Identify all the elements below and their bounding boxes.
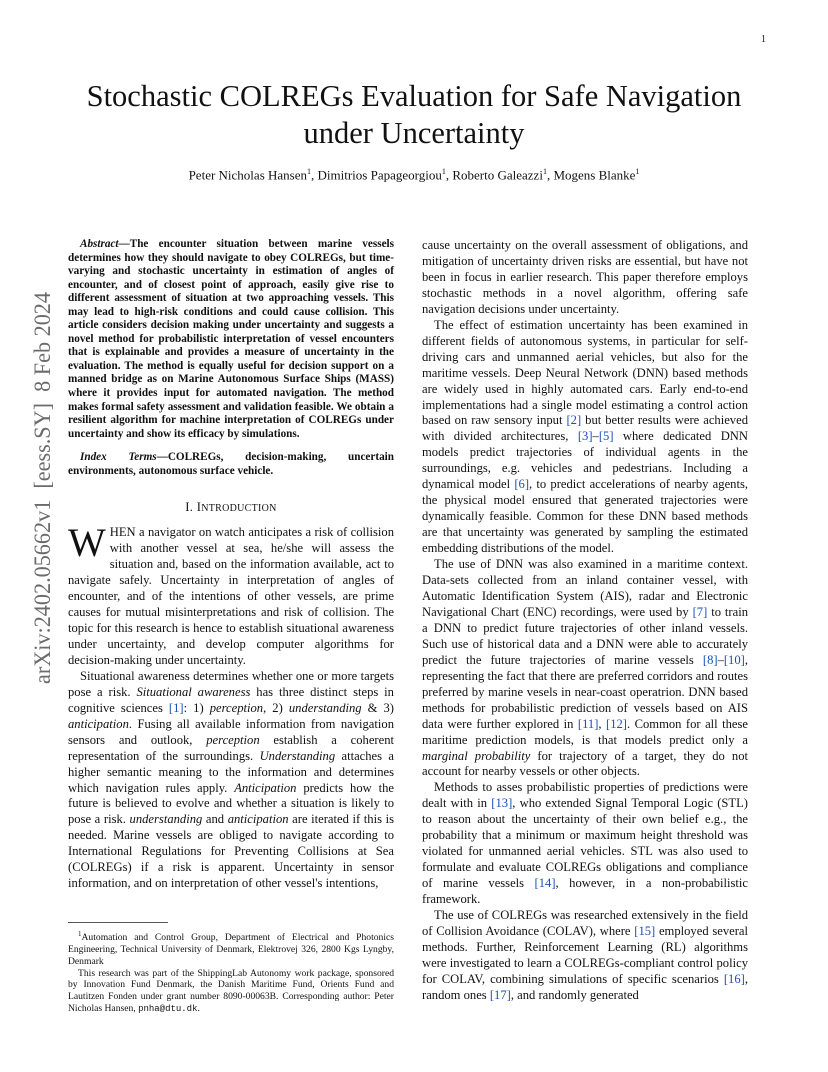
- author-name: Dimitrios Papageorgiou: [317, 167, 442, 183]
- text-run: attaches a higher semantic meaning to the information and determines which navigation rules apply.: [68, 748, 394, 795]
- citation-link[interactable]: [14]: [534, 876, 556, 891]
- emphasis: Situational awareness: [136, 684, 251, 699]
- citation-link[interactable]: [10]: [723, 652, 745, 667]
- paragraph: cause uncertainty on the overall assessment of obligations, and mitigation of uncertainty driven risks are essential, but have not been in focus in earlier research. This paper therefore employs stochastic methods in a novel algorithm, offering safe navigation decisions under uncertainty.: [422, 238, 748, 316]
- text-run: The use of DNN was also examined in a maritime context. Data-sets collected from an inland container vessel, with Automatic Identification System (AIS), radar and Electronic Navigational Chart (ENC) recordings, were used by: [422, 557, 748, 619]
- text-run: establish a coherent representation of the surroundings.: [68, 732, 394, 763]
- emphasis: anticipation: [68, 716, 129, 731]
- author-email-link[interactable]: pnha@dtu.dk: [138, 1003, 198, 1014]
- citation-link[interactable]: [5]: [598, 429, 614, 444]
- intro-text: a navigator on watch anticipates a risk of collision with another vessel at sea, he/she will assess the situation and, based on the information available, act to navigate safely. Uncertainty in interpretation of angles of encounter, and of the intentions of other vessels, are prime causes for mutual misinterpretations and risk of collision. The topic for this research is hence to establish situational awareness under uncertainty, and develop computer algorithms for decision-making under uncertainty.: [68, 525, 394, 667]
- intro-first-word: HEN: [109, 525, 136, 540]
- author-affiliation-mark: 1: [542, 167, 547, 176]
- text-run: for trajectory of a target, they do not account for nearby vessels or other objects.: [422, 748, 748, 779]
- text-run: .: [197, 1002, 200, 1014]
- citation-link[interactable]: [15]: [634, 923, 656, 938]
- text-run: . Common for all these maritime prediction models, is that models predict only a: [422, 716, 749, 747]
- text-run: The effect of estimation uncertainty has been examined in different fields of autonomous systems, in particular for self-driving cars and unmanned aerial vehicles, but also for the maritime vessels. Deep Neural Network (DNN) based methods are widely used in highly automated cars. Early end-to-end implementations had a single model estimating a control action based on raw sensory input: [422, 317, 748, 428]
- text-run: employed several methods. Further, Reinforcement Learning (RL) algorithms were investigated to learn a COLREGs-compliant control policy for COLAV, combining simulations of specific scenarios: [422, 923, 748, 986]
- text-run: where dedicated DNN models predict trajectories of individual agents in the surroundings, e.g. vehicles and pedestrians. Including a dynamical model: [422, 429, 748, 492]
- drop-cap: W: [68, 520, 106, 566]
- text-run: ,: [598, 716, 606, 731]
- footnote-affiliation: [68, 929, 394, 968]
- text-run: but better results were achieved with divided architectures,: [422, 413, 748, 444]
- text-run: –: [592, 429, 599, 444]
- text-run: Methods to asses probabilistic properties of predictions were dealt with in: [422, 780, 748, 811]
- paragraph: [422, 557, 748, 780]
- citation-link[interactable]: [8]: [702, 652, 718, 667]
- index-terms: Index Terms—COLREGs, decision-making, uncertain environments, autonomous surface vehicle.: [68, 451, 394, 477]
- text-run: –: [717, 652, 724, 667]
- text-run: , who extended Signal Temporal Logic (STL) to reason about the uncertainty of their own belief e.g., the probability that a minimum or maximum height threshold was violated for unmanned aerial vehicles. STL was also used to formulate and evaluate COLREGs obligations and compliance of marine vessels: [422, 796, 749, 891]
- text-run: , however, in a non-probabilistic framework.: [422, 876, 748, 907]
- emphasis: understanding: [129, 812, 203, 827]
- text-run: to train a DNN to predict future trajectories of other inland vessels. Such use of historical data and a DNN were able to accurately predict the future trajectories of marine vessels: [422, 604, 749, 667]
- footnote-text: Automation and Control Group, Department of Electrical and Photonics Engineering, Technical University of Denmark, Elektrovej 326, 2800 Kgs Lyngby, Denmark: [68, 932, 394, 967]
- emphasis: marginal probability: [422, 748, 531, 763]
- author-name: Mogens Blanke: [553, 167, 636, 183]
- page-number: 1: [761, 34, 766, 45]
- citation-link[interactable]: [7]: [692, 604, 708, 619]
- text-run: & 3): [361, 700, 394, 715]
- text-run: predicts how the future is believed to evolve and whether a situation is likely to pose a risk.: [68, 780, 394, 827]
- right-column: [422, 238, 748, 1004]
- text-run: has three distinct steps in cognitive sciences: [68, 684, 394, 715]
- author-name: Roberto Galeazzi: [452, 167, 543, 183]
- author-list: Peter Nicholas Hansen$^1$, Dimitrios Papageorgiou$^1$, Roberto Galeazzi$^1$, Mogens Blanke$^1$: [188, 167, 640, 183]
- paragraph: [422, 780, 748, 908]
- paper-title: Stochastic COLREGs Evaluation for Safe Navigation under Uncertainty: [86, 79, 742, 150]
- arxiv-identifier-svg: [6, 288, 66, 688]
- text-run: . Fusing all available information from navigation sensors and outlook,: [68, 716, 394, 747]
- text-run: , 2): [263, 700, 289, 715]
- citation-link[interactable]: [1]: [168, 700, 184, 715]
- section-heading: [68, 500, 394, 517]
- footnotes: [68, 922, 394, 1016]
- citation-link[interactable]: [3]: [577, 429, 593, 444]
- citation-link[interactable]: [16]: [723, 971, 745, 986]
- section-numeral: I.: [185, 500, 194, 515]
- citation-link[interactable]: [6]: [514, 477, 530, 492]
- emphasis: Anticipation: [234, 780, 297, 795]
- citation-link[interactable]: [13]: [491, 796, 513, 811]
- author-name: Peter Nicholas Hansen: [188, 167, 307, 183]
- paragraph: [422, 908, 748, 1004]
- left-column: [68, 238, 394, 892]
- footnote-rule: [68, 922, 168, 923]
- arxiv-identifier-text: arXiv:2402.05662v1 [eess.SY] 8 Feb 2024: [30, 288, 55, 684]
- abstract: Abstract—The encounter situation between marine vessels determines how they should navigate to obey COLREGs, but time-varying and stochastic uncertainty in estimation of angles of encounter, and of closest point of approach, easily give rise to different assessment of situation at two approaching vessels. This may lead to high-risk conditions and could cause collision. This article considers decision making under uncertainty and suggests a novel method for probabilistic interpretation of vessel encounters that is explainable and provides a measure of uncertainty in the evaluation. The method is equally useful for decision support on a manned bridge as on Marine Autonomous Surface Ships (MASS) where it provides input for automated navigation. The method makes formal safety assessment and validation feasible. We obtain a resilient algorithm for machine interpretation of COLREGs under uncertainty and show its efficacy by simulations.: [68, 238, 394, 440]
- intro-paragraph-2: [68, 669, 394, 892]
- text-run: and: [202, 812, 228, 827]
- author-affiliation-mark: 1: [441, 167, 446, 176]
- emphasis: understanding: [288, 700, 362, 715]
- emphasis: perception: [206, 732, 260, 747]
- paragraph: [422, 318, 748, 557]
- index-terms-text: COLREGs, decision-making, uncertain environments, autonomous surface vehicle.: [68, 451, 394, 477]
- section-first-letter: I: [196, 500, 202, 515]
- text-run: The use of COLREGs was researched extensively in the field of Collision Avoidance (COLAV), where: [422, 908, 748, 938]
- footnote-text: This research was part of the ShippingLab Autonomy work package, sponsored by Innovation Fund Denmark, the Danish Maritime Fund, Orients Fund and Lautitzen Fonden under grant number 8090-00063B. Corresponding author: Peter Nicholas Hansen,: [68, 967, 394, 1014]
- section-title-rest: NTRODUCTION: [201, 503, 277, 515]
- emphasis: perception: [209, 700, 264, 715]
- emphasis: anticipation: [227, 812, 289, 827]
- text-run: , and randomly generated: [510, 987, 639, 1002]
- citation-link[interactable]: [17]: [489, 987, 511, 1002]
- footnote-funding: [68, 968, 394, 1016]
- arxiv-identifier: [6, 288, 66, 688]
- text-run: , to predict accelerations of nearby agents, the physical model ensured that generated trajectories were dynamically feasible. Common for these DNN based methods are that uncertainty was generated by sampling the estimated embedding distributions of the model.: [422, 477, 748, 556]
- text-run: : 1): [183, 700, 210, 715]
- text-run: , representing the fact that there are preferred corridors and routes preferred by marine vesels in near-coast operatrion. DNN based methods for probabilistic prediction of vessels based on AIS data were further explored in: [422, 652, 748, 731]
- citation-link[interactable]: [2]: [566, 413, 582, 428]
- abstract-text: The encounter situation between marine vessels determines how they should navigate to obey COLREGs, but time-varying and stochastic uncertainty in estimation of angles of encounter, and of closest point of approach, easily give rise to different assessment of situation at two approaching vessels. This may lead to high-risk conditions and could cause collision. This article considers decision making under uncertainty and suggests a novel method for probabilistic interpretation of vessel encounters that is explainable and provides a measure of uncertainty in the evaluation. The method is equally useful for decision support on a manned bridge as on Marine Autonomous Surface Ships (MASS) where it provides input for automated navigation. The method makes formal safety assessment and validation feasible. We obtain a resilient algorithm for machine interpretation of COLREGs under uncertainty and show its efficacy by simulations.: [68, 238, 394, 440]
- footnote-mark: 1: [78, 930, 82, 938]
- text-run: are iterated if this is needed. Marine vessels are obliged to navigate according to International Regulations for Preventing Collisions at Sea (COLREGs) if a risk is apparent. Uncertainty in sensor information, and on interpretation of other vessel's intentions,: [68, 812, 394, 891]
- author-affiliation-mark: 1: [635, 167, 640, 176]
- citation-link[interactable]: [11]: [577, 716, 599, 731]
- citation-link[interactable]: [12]: [606, 716, 627, 731]
- abstract-label: Abstract: [80, 238, 119, 250]
- intro-paragraph-1: [68, 520, 394, 669]
- index-terms-label: Index Terms: [80, 451, 157, 464]
- text-run: Situational awareness determines whether one or more targets pose a risk.: [68, 668, 394, 699]
- author-affiliation-mark: 1: [307, 167, 311, 176]
- emphasis: Understanding: [259, 748, 336, 763]
- text-run: , random ones: [422, 971, 748, 1002]
